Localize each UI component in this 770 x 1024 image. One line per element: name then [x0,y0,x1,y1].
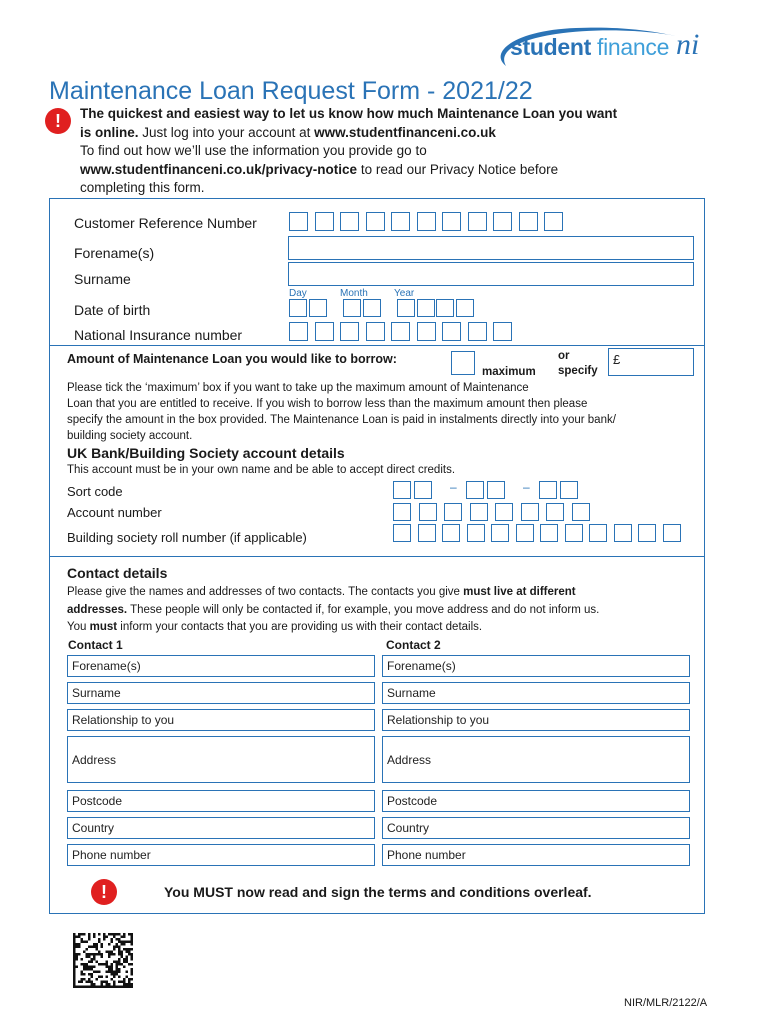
roll-number-box[interactable] [393,524,411,542]
dob-box[interactable] [397,299,415,317]
sort-dash-2: – [523,480,530,494]
roll-number-box[interactable] [418,524,436,542]
crn-box[interactable] [340,212,359,231]
logo-ni: ni [676,28,700,61]
contact2-country-label: Country [387,821,430,835]
forename-input[interactable] [288,236,694,260]
section-divider-2 [49,556,705,557]
day-label: Day [289,288,307,299]
roll-number-box[interactable] [540,524,558,542]
crn-box[interactable] [544,212,563,231]
contact1-country-field[interactable] [67,817,375,839]
intro-privacy-line1: To find out how we’ll use the information you provide go to [80,143,427,158]
roll-number-box[interactable] [638,524,656,542]
crn-label: Customer Reference Number [74,215,257,231]
loan-amount-label: Amount of Maintenance Loan you would like to borrow: [67,352,397,366]
bank-heading: UK Bank/Building Society account details [67,445,345,461]
contact2-country-field[interactable] [382,817,690,839]
intro-bold-line: The quickest and easiest way to let us know how much Maintenance Loan you want [80,106,618,121]
account-number-box[interactable] [572,503,590,521]
crn-box[interactable] [468,212,487,231]
contact2-phone-number-label: Phone number [387,848,466,862]
intro-bold-line2: is online. [80,124,139,140]
month-label: Month [340,288,368,299]
contact2-address-label: Address [387,752,432,767]
logo-student: student [510,34,591,60]
roll-number-box[interactable] [467,524,485,542]
maximum-label: maximum [482,366,536,378]
contact1-address-field[interactable] [67,736,375,783]
loan-amount-input[interactable] [608,348,694,376]
warning-alert-icon: ! [91,879,117,905]
sort-code-label: Sort code [67,484,123,499]
year-label: Year [394,288,415,299]
intro-login-text: Just log into your account at [142,124,311,140]
dob-box[interactable] [343,299,361,317]
contact2-phone-number-field[interactable] [382,844,690,866]
crn-box[interactable] [366,212,385,231]
specify-label: specify [558,365,598,377]
account-number-box[interactable] [521,503,539,521]
contacts-heading: Contact details [67,565,168,581]
dob-box[interactable] [309,299,327,317]
dob-box[interactable] [289,299,307,317]
maximum-checkbox[interactable] [451,351,475,375]
alert-icon: ! [45,108,71,134]
contact1-postcode-field[interactable] [67,790,375,812]
account-number-box[interactable] [495,503,513,521]
roll-number-box[interactable] [663,524,681,542]
ni-box[interactable] [391,322,410,341]
logo-finance: finance [597,34,670,60]
contacts-intro: Please give the names and addresses of two contacts. The contacts you give must live at different addresses. These people will only be contacted if, for example, you move address and do not inform us. You must inform your contacts that you are providing us with their contact details. [67,586,600,633]
ni-label: National Insurance number [74,327,243,343]
contact1-postcode-label: Postcode [72,794,123,808]
crn-box[interactable] [493,212,512,231]
loan-help-text: Please tick the ‘maximum’ box if you want to take up the maximum amount of Maintenance Loan that you are entitled to receive. If you wish to borrow less than the maximum amount then please specify the amount in the box provided. The Maintenance Loan is paid in instalments directly into your bank/ building society account. [67,382,616,442]
contact1-phone-number-label: Phone number [72,848,151,862]
intro-privacy-line3: completing this form. [80,180,205,195]
contact2-postcode-label: Postcode [387,794,438,808]
bank-note: This account must be in your own name and be able to accept direct credits. [67,464,456,476]
account-number-box[interactable] [470,503,488,521]
contact2-surname-label: Surname [387,686,436,700]
contact1-relationship-to-you-field[interactable] [67,709,375,731]
intro-privacy-link[interactable]: www.studentfinanceni.co.uk/privacy-notice [80,161,358,177]
intro-site-link[interactable]: www.studentfinanceni.co.uk [314,124,496,140]
roll-number-box[interactable] [442,524,460,542]
contact1-forename-s-label: Forename(s) [72,659,141,673]
ni-box[interactable] [442,322,461,341]
contact1-relationship-to-you-label: Relationship to you [72,713,175,727]
roll-number-label: Building society roll number (if applicable) [67,530,307,545]
dob-box[interactable] [417,299,435,317]
ni-box[interactable] [366,322,385,341]
contact2-postcode-field[interactable] [382,790,690,812]
contact2-surname-field[interactable] [382,682,690,704]
sort-code-box[interactable] [466,481,484,499]
surname-input[interactable] [288,262,694,286]
ni-box[interactable] [493,322,512,341]
dob-box[interactable] [436,299,454,317]
account-number-box[interactable] [546,503,564,521]
roll-number-box[interactable] [491,524,509,542]
ni-box[interactable] [315,322,334,341]
page-title: Maintenance Loan Request Form - 2021/22 [49,77,533,105]
crn-box[interactable] [289,212,308,231]
dob-box[interactable] [456,299,474,317]
currency-symbol: £ [613,352,621,367]
surname-label: Surname [74,271,131,287]
contact2-heading: Contact 2 [386,638,441,652]
contact2-forename-s-field[interactable] [382,655,690,677]
contact1-country-label: Country [72,821,115,835]
contact1-heading: Contact 1 [68,638,123,652]
dob-label: Date of birth [74,302,151,318]
contact1-phone-number-field[interactable] [67,844,375,866]
form-code: NIR/MLR/2122/A [624,997,708,1009]
sort-code-box[interactable] [539,481,557,499]
forename-label: Forename(s) [74,245,155,261]
crn-box[interactable] [315,212,334,231]
sort-code-box[interactable] [487,481,505,499]
contact2-address-field[interactable] [382,736,690,783]
roll-number-box[interactable] [589,524,607,542]
or-label: or [558,350,570,362]
contact1-surname-field[interactable] [67,682,375,704]
contact1-address-label: Address [72,752,117,767]
account-number-box[interactable] [419,503,437,521]
sort-code-box[interactable] [414,481,432,499]
contact2-forename-s-label: Forename(s) [387,659,456,673]
ni-box[interactable] [289,322,308,341]
contact1-surname-label: Surname [72,686,121,700]
logo [486,22,716,72]
crn-box[interactable] [442,212,461,231]
ni-box[interactable] [417,322,436,341]
account-number-box[interactable] [444,503,462,521]
crn-box[interactable] [417,212,436,231]
section-divider [49,345,705,346]
contact2-relationship-to-you-field[interactable] [382,709,690,731]
crn-box[interactable] [391,212,410,231]
account-number-box[interactable] [393,503,411,521]
sort-code-box[interactable] [393,481,411,499]
terms-warning: You MUST now read and sign the terms and conditions overleaf. [164,884,592,900]
intro-text [80,105,720,198]
ni-box[interactable] [468,322,487,341]
roll-number-box[interactable] [516,524,534,542]
sort-dash-1: – [450,480,457,494]
dob-box[interactable] [363,299,381,317]
contact1-forename-s-field[interactable] [67,655,375,677]
contact2-relationship-to-you-label: Relationship to you [387,713,490,727]
roll-number-box[interactable] [614,524,632,542]
data-matrix-code [73,933,133,989]
sort-code-box[interactable] [560,481,578,499]
crn-box[interactable] [519,212,538,231]
roll-number-box[interactable] [565,524,583,542]
account-number-label: Account number [67,505,162,520]
intro-privacy-line2: to read our Privacy Notice before [360,161,559,177]
ni-box[interactable] [340,322,359,341]
